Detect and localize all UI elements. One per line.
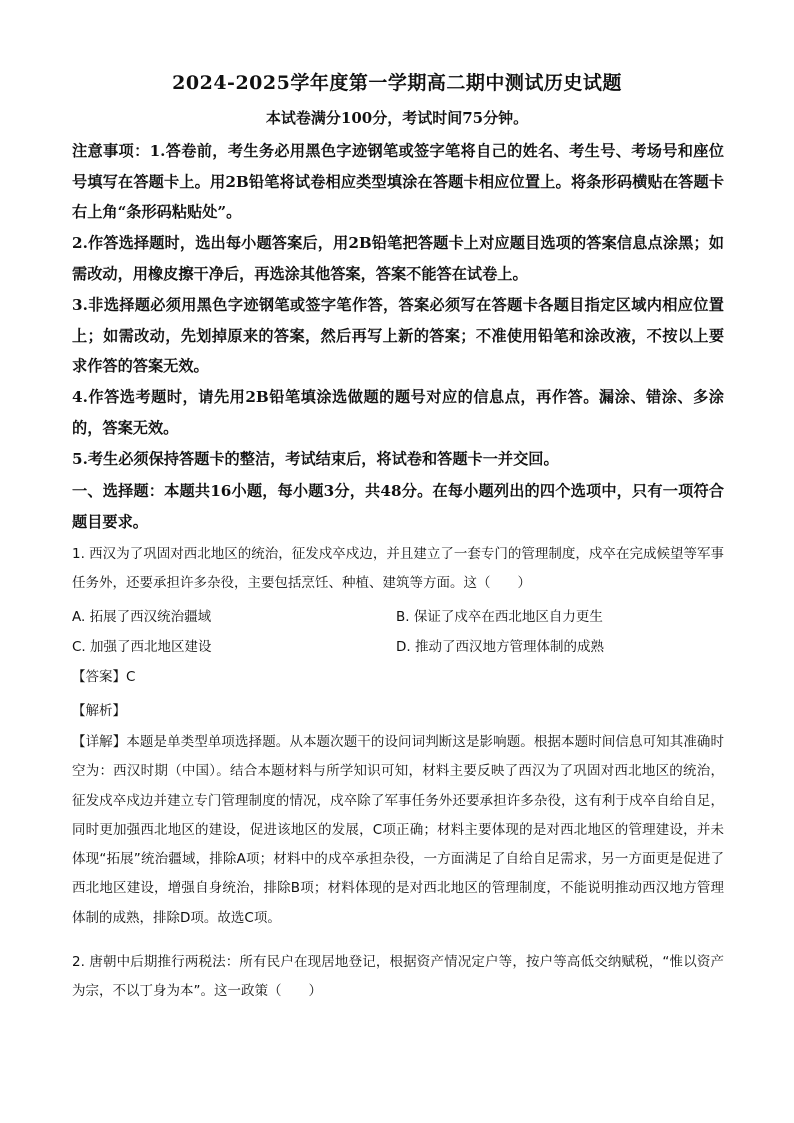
question-1-stem: 1. 西汉为了巩固对西北地区的统治，征发戍卒戍边，并且建立了一套专门的管理制度，戍卒在完成候望等军事任务外，还要承担许多杂役，主要包括烹饪、种植、建筑等方面。这（ ） <box>72 546 724 592</box>
page-title: 2024-2025学年度第一学期高二期中测试历史试题 <box>172 72 622 94</box>
question-1-option-b: B. 保证了戍卒在西北地区自力更生 <box>396 609 603 625</box>
question-1-detail: 【详解】本题是单类型单项选择题。从本题次题干的设问词判断这是影响题。根据本题时间信息可知其准确时空为：西汉时期（中国）。结合本题材料与所学知识可知，材料主要反映了西汉为了巩固对西北地区的统治，征发戍卒戍边并建立专门管理制度的情况，戍卒除了军事任务外还要承担许多杂役，这有利于戍卒自给自足，同时更加强西北地区的建设，促进该地区的发展，C项正确；材料主要体现的是对西北地区的管理建设，并未体现“拓展”统治疆域，排除A项；材料中的戍卒承担杂役，一方面满足了自给自足需求，另一方面更是促进了西北地区建设，增强自身统治，排除B项；材料体现的是对西北地区的管理制度，不能说明推动西汉地方管理体制的成熟，排除D项。故选C项。 <box>72 734 724 926</box>
question-2-stem: 2. 唐朝中后期推行两税法：所有民户在现居地登记，根据资产情况定户等，按户等高低交纳赋税，“惟以资产为宗，不以丁身为本”。这一政策（ ） <box>72 954 724 1000</box>
question-1-option-d: D. 推动了西汉地方管理体制的成熟 <box>396 639 604 655</box>
notice-item-3: 3.非选择题必须用黑色字迹钢笔或签字笔作答，答案必须写在答题卡各题目指定区域内相应位置上；如需改动，先划掉原来的答案，然后再写上新的答案；不准使用铅笔和涂改液，不按以上要求作答的答案无效。 <box>72 296 724 375</box>
question-1-analysis-label: 【解析】 <box>72 703 126 719</box>
notice-item-2: 2.作答选择题时，选出每小题答案后，用2B铅笔把答题卡上对应题目选项的答案信息点涂黑；如需改动，用橡皮擦干净后，再选涂其他答案，答案不能答在试卷上。 <box>72 234 724 283</box>
exam-subtitle: 本试卷满分100分，考试时间75分钟。 <box>265 109 529 127</box>
section-heading: 一、选择题：本题共16小题，每小题3分，共48分。在每小题列出的四个选项中，只有一项符合题目要求。 <box>72 482 724 531</box>
question-1-option-a: A. 拓展了西汉统治疆域 <box>72 609 212 625</box>
notice-item-4: 4.作答选考题时，请先用2B铅笔填涂选做题的题号对应的信息点，再作答。漏涂、错涂、多涂的，答案无效。 <box>72 388 724 437</box>
question-1-answer: 【答案】C <box>72 669 136 685</box>
notice-item-1: 注意事项：1.答卷前，考生务必用黑色字迹钢笔或签字笔将自己的姓名、考生号、考场号和座位号填写在答题卡上。用2B铅笔将试卷相应类型填涂在答题卡相应位置上。将条形码横贴在答题卡右上角“条形码粘贴处”。 <box>72 142 724 221</box>
notice-item-5: 5.考生必须保持答题卡的整洁，考试结束后，将试卷和答题卡一并交回。 <box>72 450 559 468</box>
question-1-option-c: C. 加强了西北地区建设 <box>72 639 212 655</box>
